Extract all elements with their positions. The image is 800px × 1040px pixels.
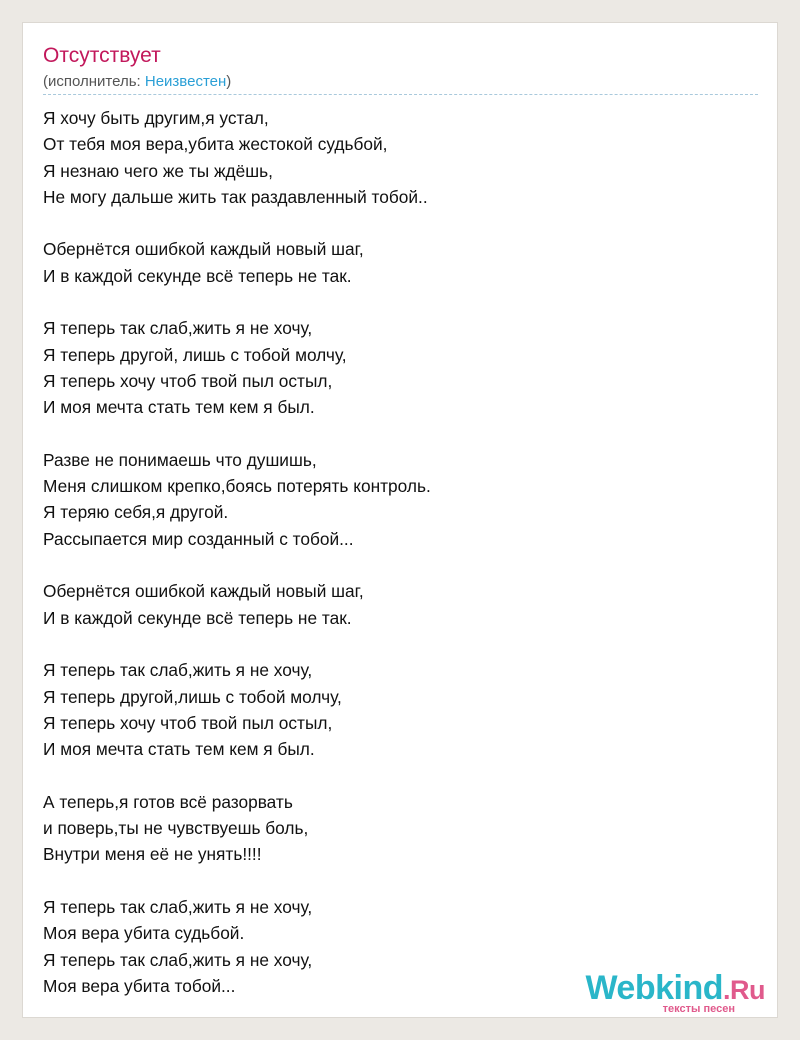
lyrics-line: И моя мечта стать тем кем я был. [43,397,315,418]
lyrics-line: Я незнаю чего же ты ждёшь, [43,160,273,181]
logo-tagline: тексты песен [662,1003,735,1015]
lyrics-line: Моя вера убита судьбой. [43,923,245,944]
lyrics-line: Я теперь хочу чтоб твой пыл остыл, [43,370,333,391]
lyrics-line: Обернётся ошибкой каждый новый шаг, [43,581,364,602]
lyrics-stanza [43,578,758,631]
lyrics-stanza [43,657,758,762]
lyrics-line: А теперь,я готов всё разорвать [43,791,293,812]
lyrics-stanza [43,315,758,420]
lyrics-text [43,105,758,1025]
lyrics-line: Я теперь хочу чтоб твой пыл остыл, [43,712,333,733]
lyrics-line: Не могу дальше жить так раздавленный тобой.. [43,186,428,207]
lyrics-line: Я теперь другой, лишь с тобой молчу, [43,344,347,365]
logo-name: Webkind [585,969,723,1007]
lyrics-line: Разве не понимаешь что душишь, [43,449,317,470]
lyrics-line: Я хочу быть другим,я устал, [43,108,269,128]
performer-prefix: (исполнитель: [43,73,145,90]
lyrics-stanza [43,789,758,868]
lyrics-line: Я теряю себя,я другой. [43,502,229,523]
lyrics-line: И моя мечта стать тем кем я был. [43,739,315,760]
lyrics-line: И в каждой секунде всё теперь не так. [43,265,352,286]
lyrics-line: И в каждой секунде всё теперь не так. [43,607,352,628]
lyrics-line: Я теперь другой,лишь с тобой молчу, [43,686,342,707]
performer-link[interactable]: Неизвестен [144,73,227,90]
lyrics-stanza [43,447,758,552]
song-title: Отсутствует [43,44,161,67]
lyrics-line: Я теперь так слаб,жить я не хочу, [43,896,313,917]
lyrics-line: Я теперь так слаб,жить я не хочу, [43,318,313,339]
logo-wordmark [585,971,765,1007]
lyrics-line: Я теперь так слаб,жить я не хочу, [43,660,313,681]
performer-suffix: ) [226,73,232,90]
lyrics-line: Меня слишком крепко,боясь потерять контроль. [43,476,431,497]
lyrics-stanza [43,236,758,289]
lyrics-page [22,22,778,1018]
lyrics-line: и поверь,ты не чувствуешь боль, [43,818,309,839]
lyrics-line: Я теперь так слаб,жить я не хочу, [43,949,313,970]
lyrics-stanza [43,105,758,210]
performer-line [43,73,231,91]
lyrics-line: Обернётся ошибкой каждый новый шаг, [43,239,364,260]
lyrics-line: Моя вера убита тобой... [43,975,236,996]
logo-tld: .Ru [723,975,765,1005]
lyrics-line: Внутри меня её не унять!!!! [43,844,262,865]
site-logo[interactable] [585,971,765,1015]
lyrics-line: Рассыпается мир созданный с тобой... [43,528,354,549]
lyrics-line: От тебя моя вера,убита жестокой судьбой, [43,134,388,155]
title-divider [43,94,758,95]
